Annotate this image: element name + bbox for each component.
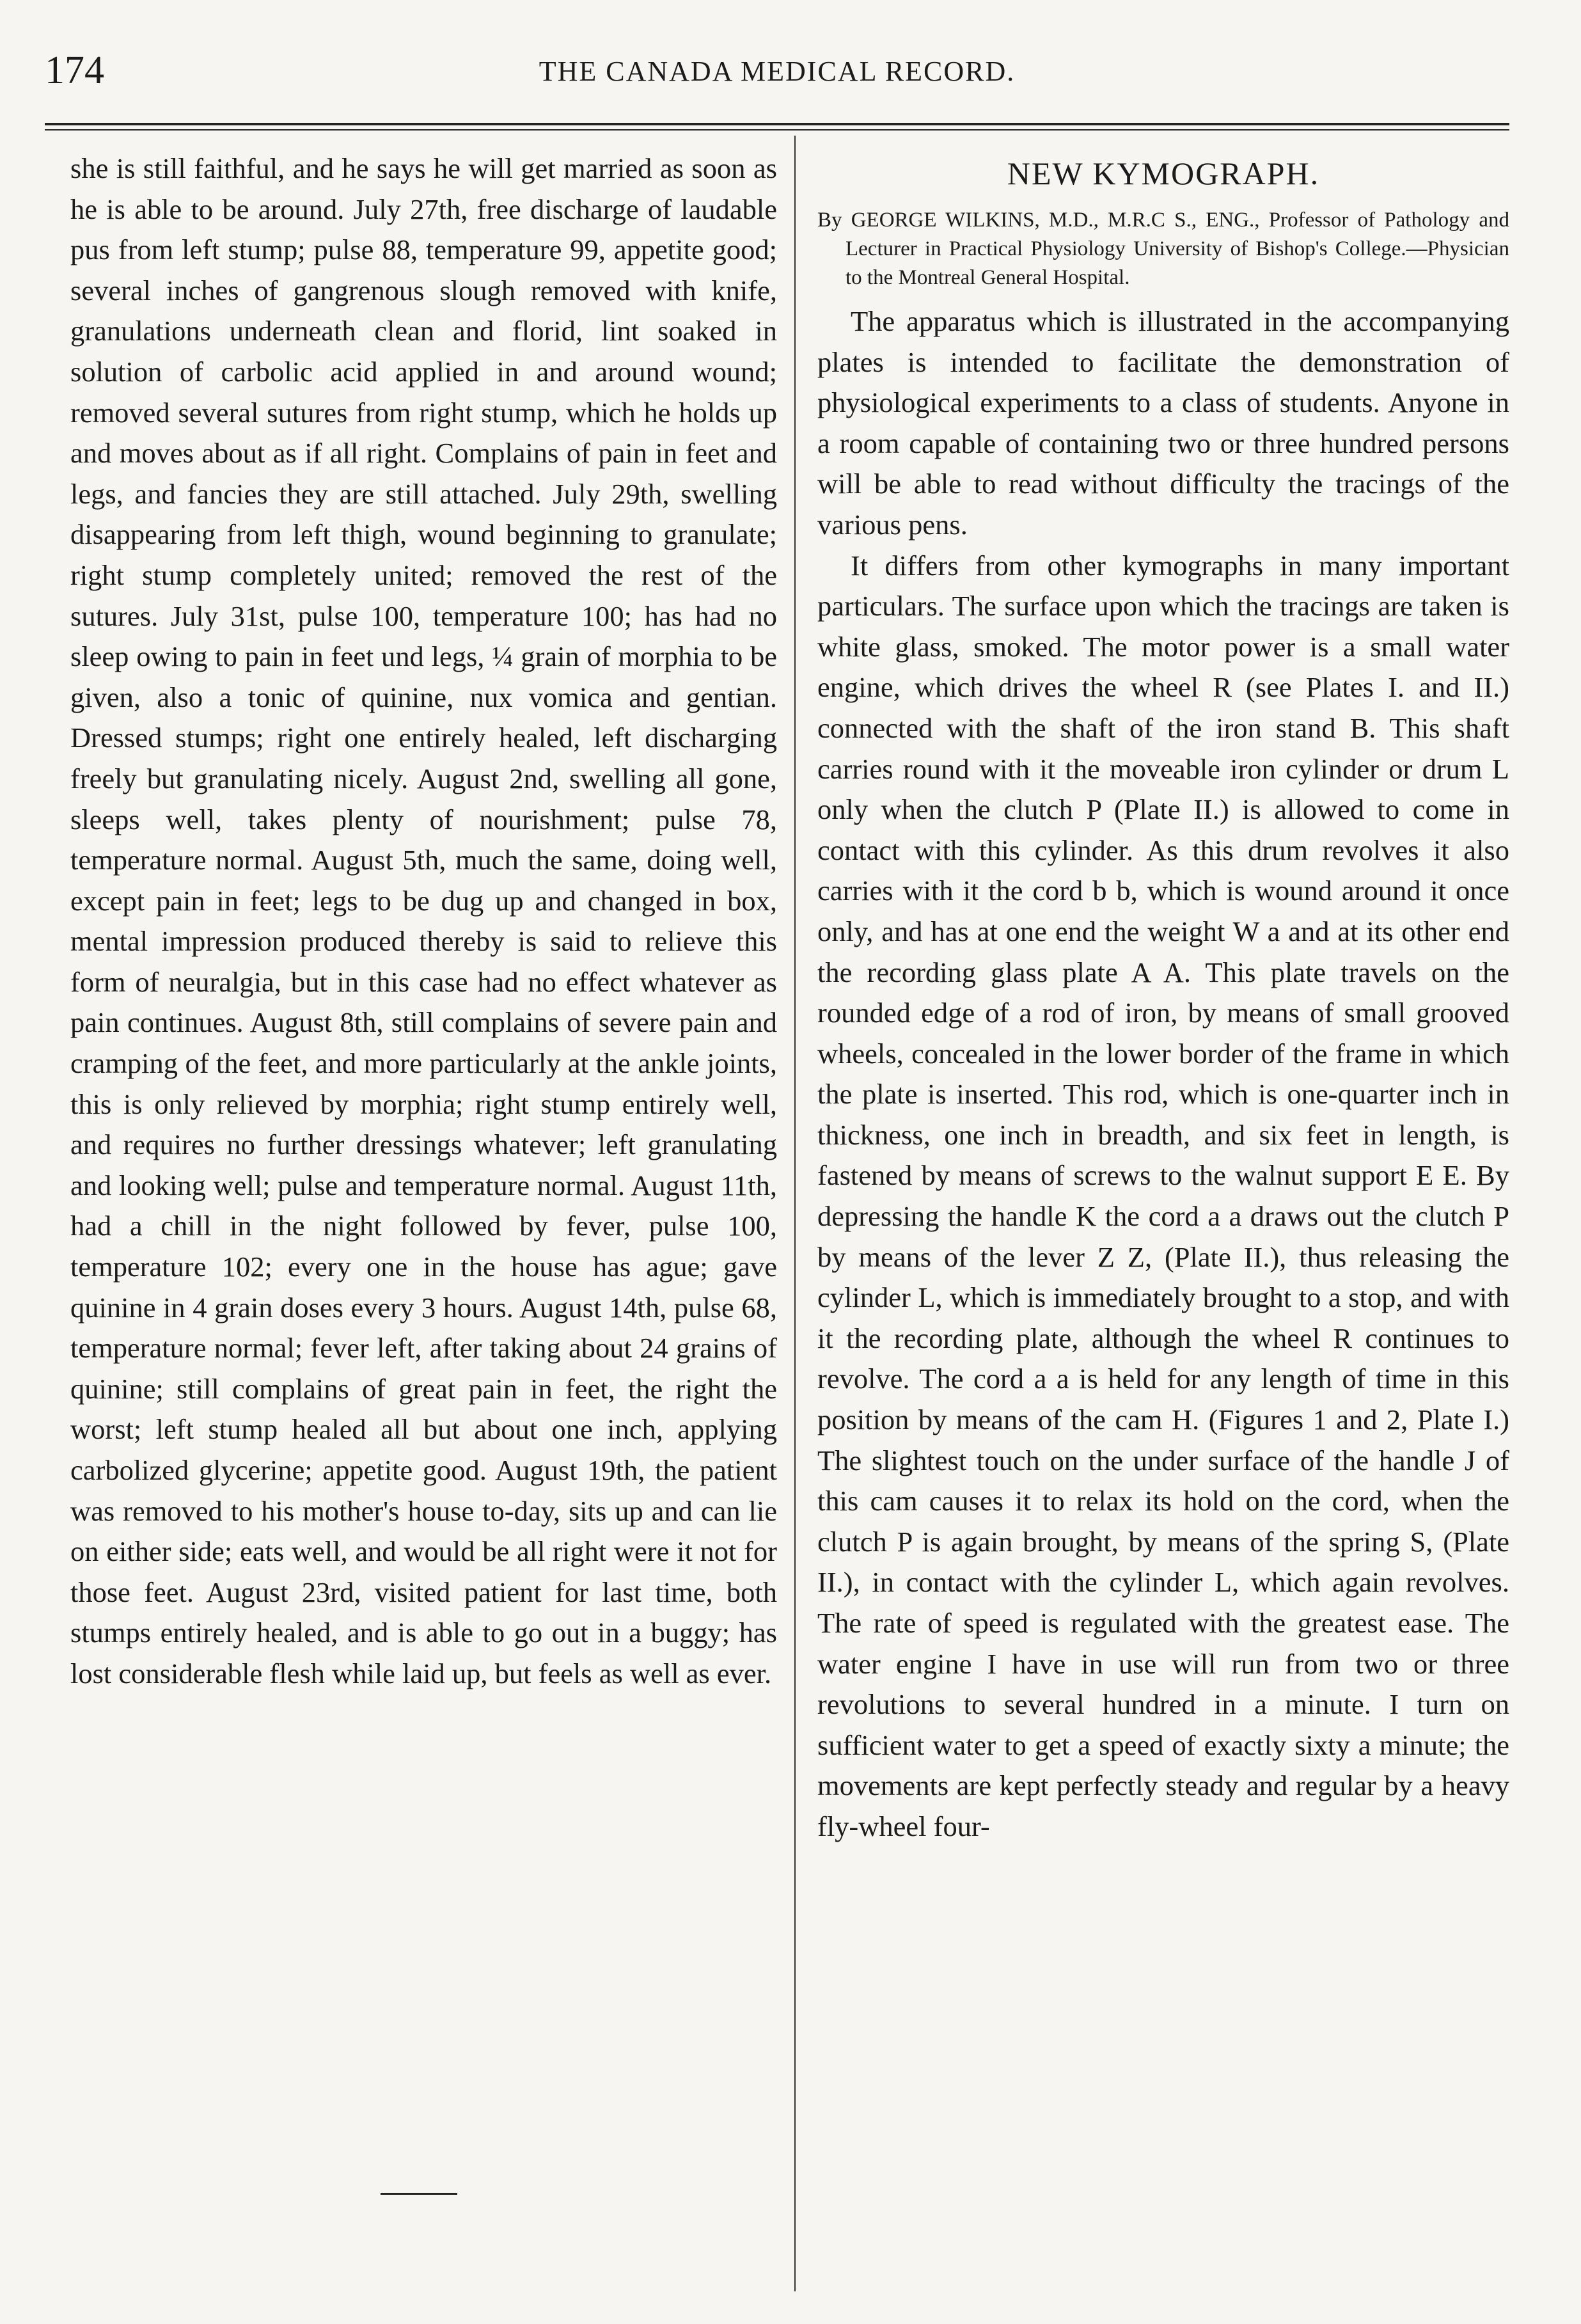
article-title: NEW KYMOGRAPH.	[1007, 155, 1320, 191]
column-divider	[794, 136, 796, 2291]
right-column	[817, 148, 1509, 1847]
article-paragraph: The apparatus which is illustrated in the accompanying plates is intended to facilitate the demonstration of physiological experiments to a class of students. Anyone in a room capable of containing two or three hundred persons will be able to read without difficulty the tracings of the various pens.	[817, 305, 1509, 541]
page-number: 174	[45, 49, 104, 92]
end-of-article-rule	[381, 2193, 457, 2195]
header-rule	[45, 123, 1509, 130]
article-byline: By GEORGE WILKINS, M.D., M.R.C S., ENG., Professor of Pathology and Lecturer in Practical Physiology University of Bishop's College.—Physician to the Montreal General Hospital.	[817, 209, 1509, 289]
article-paragraph: It differs from other kymographs in many important particulars. The surface upon which the tracings are taken is white glass, smoked. The motor power is a small water engine, which drives the wheel R (see Plates I. and II.) connected with the shaft of the iron stand B. This shaft carries round with it the moveable iron cylinder or drum L only when the clutch P (Plate II.) is allowed to come in contact with this cylinder. As this drum revolves it also carries with it the cord b b, which is wound around it once only, and has at one end the weight W a and at its other end the recording glass plate A A. This plate travels on the rounded edge of a rod of iron, by means of small grooved wheels, concealed in the lower border of the frame in which the plate is inserted. This rod, which is one-quarter inch in thickness, one inch in breadth, and six feet in length, is fastened by means of screws to the walnut support E E. By depressing the handle K the cord a a draws out the clutch P by means of the lever Z Z, (Plate II.), thus releasing the cylinder L, which is immediately brought to a stop, and with it the recording plate, although the wheel R continues to revolve. The cord a a is held for any length of time in this position by means of the cam H. (Figures 1 and 2, Plate I.) The slightest touch on the under surface of the handle J of this cam causes it to relax its hold on the cord, when the clutch P is again brought, by means of the spring S, (Plate II.), in contact with the cylinder L, which again revolves. The rate of speed is regulated with the greatest ease. The water engine I have in use will run from two or three revolutions to several hundred in a minute. I turn on sufficient water to get a speed of exactly sixty a minute; the movements are kept perfectly steady and regular by a heavy fly-wheel four-	[817, 549, 1509, 1842]
page-header	[45, 38, 1509, 115]
case-report-paragraph: she is still faithful, and he says he will get married as soon as he is able to be around. July 27th, free discharge of laudable pus from left stump; pulse 88, temperature 99, appetite good; several inches of gangrenous slough removed with knife, granulations underneath clean and florid, lint soaked in solution of carbolic acid applied in and around wound; removed several sutures from right stump, which he holds up and moves about as if all right. Complains of pain in feet and legs, and fancies they are still attached. July 29th, swelling disappearing from left thigh, wound beginning to granulate; right stump completely united; removed the rest of the sutures. July 31st, pulse 100, temperature 100; has had no sleep owing to pain in feet und legs, ¼ grain of morphia to be given, also a tonic of quinine, nux vomica and gentian. Dressed stumps; right one entirely healed, left discharging freely but granulating nicely. August 2nd, swelling all gone, sleeps well, takes plenty of nourishment; pulse 78, temperature normal. August 5th, much the same, doing well, except pain in feet; legs to be dug up and changed in box, mental impression produced thereby is said to relieve this form of neuralgia, but in this case had no effect whatever as pain continues. August 8th, still complains of severe pain and cramping of the feet, and more particularly at the ankle joints, this is only relieved by morphia; right stump entirely well, and requires no further dressings whatever; left granulating and looking well; pulse and temperature normal. August 11th, had a chill in the night followed by fever, pulse 100, temperature 102; every one in the house has ague; gave quinine in 4 grain doses every 3 hours. August 14th, pulse 68, temperature normal; fever left, after taking about 24 grains of quinine; still complains of great pain in feet, the right the worst; left stump healed all but about one inch, applying carbolized glycerine; appetite good. August 19th, the patient was removed to his mother's house to-day, sits up and can lie on either side; eats well, and would be all right were it not for those feet. August 23rd, visited patient for last time, both stumps entirely healed, and is able to go out in a buggy; has lost considerable flesh while laid up, but feels as well as ever.	[70, 152, 777, 1689]
left-column	[70, 148, 777, 1695]
article-body	[817, 301, 1509, 1847]
running-title: THE CANADA MEDICAL RECORD.	[539, 56, 1016, 87]
case-report-text	[70, 148, 777, 1695]
